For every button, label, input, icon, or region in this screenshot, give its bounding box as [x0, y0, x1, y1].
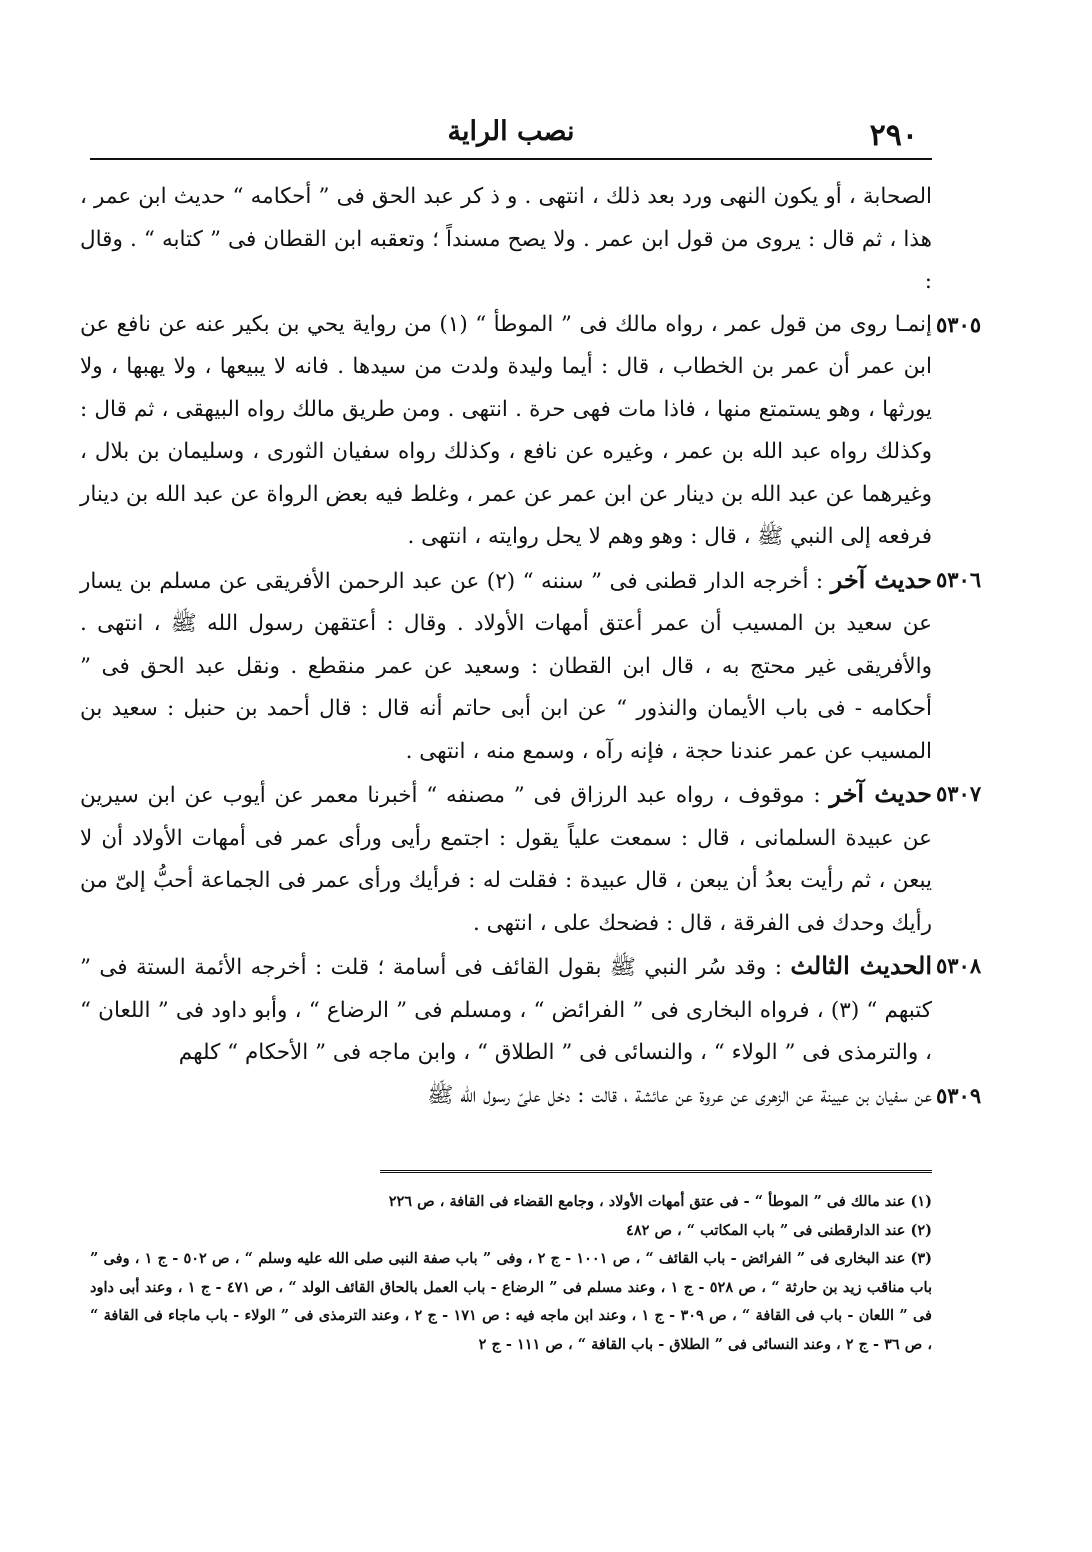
paragraph-heading: الحديث الثالث: [790, 951, 932, 980]
hadith-number: ٥٣٠٦: [936, 566, 982, 592]
hadith-number: ٥٣٠٧: [936, 781, 982, 806]
paragraph-heading: حديث آخر: [829, 779, 933, 808]
paragraph-5309: [80, 1075, 982, 1118]
paragraph-text: : موقوف ، رواه عبد الرزاق فى ” مصنفه “ أخبرنا معمر عن أيوب عن ابن سيرين عن عبيدة السلمانى ، قال : سمعت علياً يقول : اجتمع رأيى ورأى عمر فى أمهات الأولاد أن لا يبعن ، ثم رأيت بعدُ أن يبعن ، قال عبيدة : فقلت له : فرأيك ورأى عمر فى الجماعة أحبُّ إلىّ من رأيك وحدك فى الفرقة ، قال : فضحك على ، انتهى .: [80, 783, 932, 936]
paragraph-text: الصحابة ، أو يكون النهى ورد بعد ذلك ، انتهى . و ذ كر عبد الحق فى ” أحكامه “ حديث ابن عمر ، هذا ، ثم قال : يروى من قول ابن عمر . ولا يصح مسنداً ؛ وتعقبه ابن القطان فى ” كتابه “ . وقال :: [80, 184, 932, 294]
hadith-number: ٥٣٠٨: [936, 953, 982, 978]
page-number: ٢٩٠: [869, 118, 918, 153]
book-title: نصب الراية: [447, 116, 575, 147]
paragraph-text: عن سفيان بن عيينة عن الزهرى عن عروة عن عائشة ، قالت : دخل علىّ رسول الله ﷺ: [427, 1082, 932, 1108]
paragraph-5306: [80, 559, 982, 774]
paragraph-heading: حديث آخر: [830, 564, 932, 594]
paragraph-5308: [80, 945, 982, 1075]
page-header: [90, 112, 932, 160]
footnote-3: (٣) عند البخارى فى ” الفرائض - باب القائف “ ، ص ١٠٠١ - ج ٢ ، وفى ” باب صفة النبى صلى الله عليه وسلم “ ، ص ٥٠٢ - ج ١ ، وفى ” باب مناقب زيد بن حارثة “ ، ص ٥٢٨ - ج ١ ، وعند مسلم فى ” الرضاع - باب العمل بالحاق القائف الولد “ ، ص ٤٧١ - ج ١ ، وعند أبى داود فى ” اللعان - باب فى القافة “ ، ص ٣٠٩ - ج ١ ، وعند ابن ماجه فيه : ص ١٧١ - ج ٢ ، وعند الترمذى فى ” الولاء - باب ماجاء فى القافة “ ، ص ٣٦ - ج ٢ ، وعند النسائى فى ” الطلاق - باب القافة “ ، ص ١١١ - ج ٢: [90, 1250, 932, 1353]
paragraph-intro: [80, 176, 932, 304]
paragraph-5305: [80, 304, 982, 559]
paragraph-5307: [80, 773, 982, 945]
main-text: [80, 176, 982, 1117]
paragraph-text: : أخرجه الدار قطنى فى ” سننه “ (٢) عن عبد الرحمن الأفريقى عن مسلم بن يسار عن سعيد بن المسيب أن عمر أعتق أمهات الأولاد . وقال : أعتقهن رسول الله ﷺ ، انتهى . والأفريقى غير محتج به ، قال ابن القطان : وسعيد عن عمر منقطع . ونقل عبد الحق فى ” أحكامه - فى باب الأيمان والنذور “ عن ابن أبى حاتم أنه قال : قال أحمد بن حنبل : سعيد بن المسيب عن عمر عندنا حجة ، فإنه رآه ، وسمع منه ، انتهى .: [80, 568, 932, 764]
footnote-2: (٢) عند الدارقطنى فى ” باب المكاتب “ ، ص ٤٨٢: [626, 1221, 932, 1239]
paragraph-text: إنمـا روى من قول عمر ، رواه مالك فى ” الموطأ “ (١) من رواية يحي بن بكير عنه عن نافع عن ابن عمر أن عمر بن الخطاب ، قال : أيما وليدة ولدت من سيدها . فانه لا يبيعها ، ولا يهبها ، ولا يورثها ، وهو يستمتع منها ، فاذا مات فهى حرة . انتهى . ومن طريق مالك رواه البيهقى ، ثم قال : وكذلك رواه عبد الله بن عمر ، وغيره عن نافع ، وكذلك رواه سفيان الثورى ، وسليمان بن بلال ، وغيرهما عن عبد الله بن دينار عن ابن عمر عن عمر ، وغلط فيه بعض الرواة عن عبد الله بن دينار فرفعه إلى النبي ﷺ ، قال : وهو وهم لا يحل روايته ، انتهى .: [80, 311, 933, 549]
footnotes: [90, 1188, 932, 1359]
hadith-number: ٥٣٠٩: [936, 1082, 982, 1108]
footnote-1: (١) عند مالك فى ” الموطأ “ - فى عتق أمهات الأولاد ، وجامع القضاء فى القافة ، ص ٢٢٦: [388, 1193, 932, 1210]
hadith-number: ٥٣٠٥: [936, 311, 982, 337]
paragraph-text: : وقد سُر النبي ﷺ بقول القائف فى أسامة ؛ قلت : أخرجه الأئمة الستة فى ” كتبهم “ (٣) ، فرواه البخارى فى ” الفرائض “ ، ومسلم فى ” الرضاع “ ، وأبو داود فى ” اللعان “ ، والترمذى فى ” الولاء “ ، والنسائى فى ” الطلاق “ ، وابن ماجه فى ” الأحكام “ كلهم: [80, 955, 932, 1065]
header-rule: [90, 158, 932, 160]
footnote-separator: [380, 1170, 932, 1173]
